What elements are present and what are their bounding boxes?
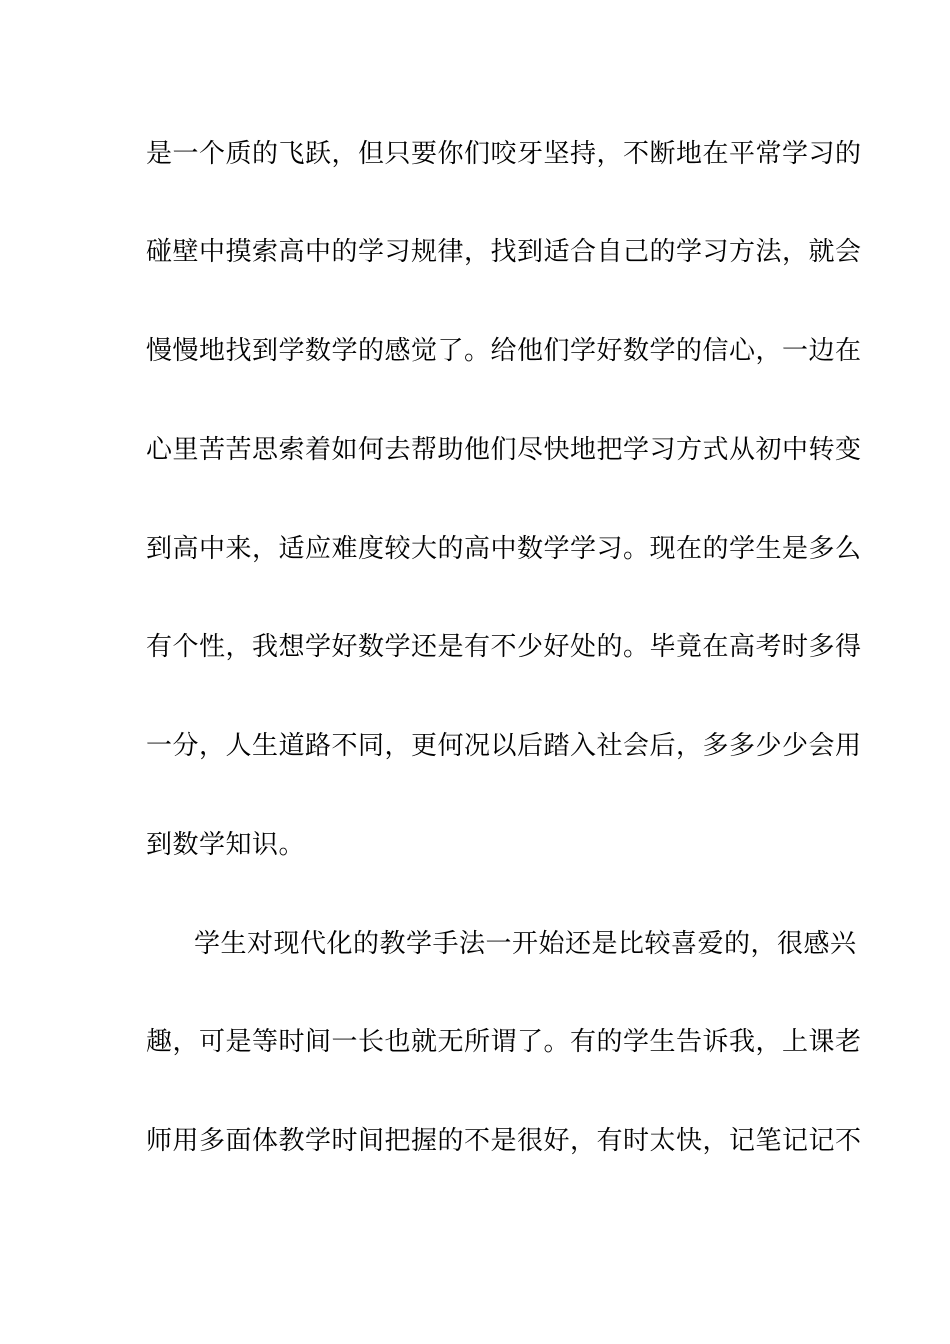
text-line: 趣，可是等时间一长也就无所谓了。有的学生告诉我，上课老 xyxy=(146,1027,862,1057)
text-line: 师用多面体教学时间把握的不是很好，有时太快，记笔记记不 xyxy=(146,1126,862,1156)
text-line: 学生对现代化的教学手法一开始还是比较喜爱的，很感兴 xyxy=(194,929,857,959)
text-line: 有个性，我想学好数学还是有不少好处的。毕竟在高考时多得 xyxy=(146,632,862,662)
text-line: 碰壁中摸索高中的学习规律，找到适合自己的学习方法，就会 xyxy=(146,237,862,267)
text-line: 慢慢地找到学数学的感觉了。给他们学好数学的信心，一边在 xyxy=(146,336,862,366)
text-line: 到高中来，适应难度较大的高中数学学习。现在的学生是多么 xyxy=(146,534,862,564)
text-line: 是一个质的飞跃，但只要你们咬牙坚持，不断地在平常学习的 xyxy=(146,139,862,169)
text-line: 心里苦苦思索着如何去帮助他们尽快地把学习方式从初中转变 xyxy=(146,435,862,465)
text-line: 一分，人生道路不同，更何况以后踏入社会后，多多少少会用 xyxy=(146,731,862,761)
text-line: 到数学知识。 xyxy=(146,830,306,860)
